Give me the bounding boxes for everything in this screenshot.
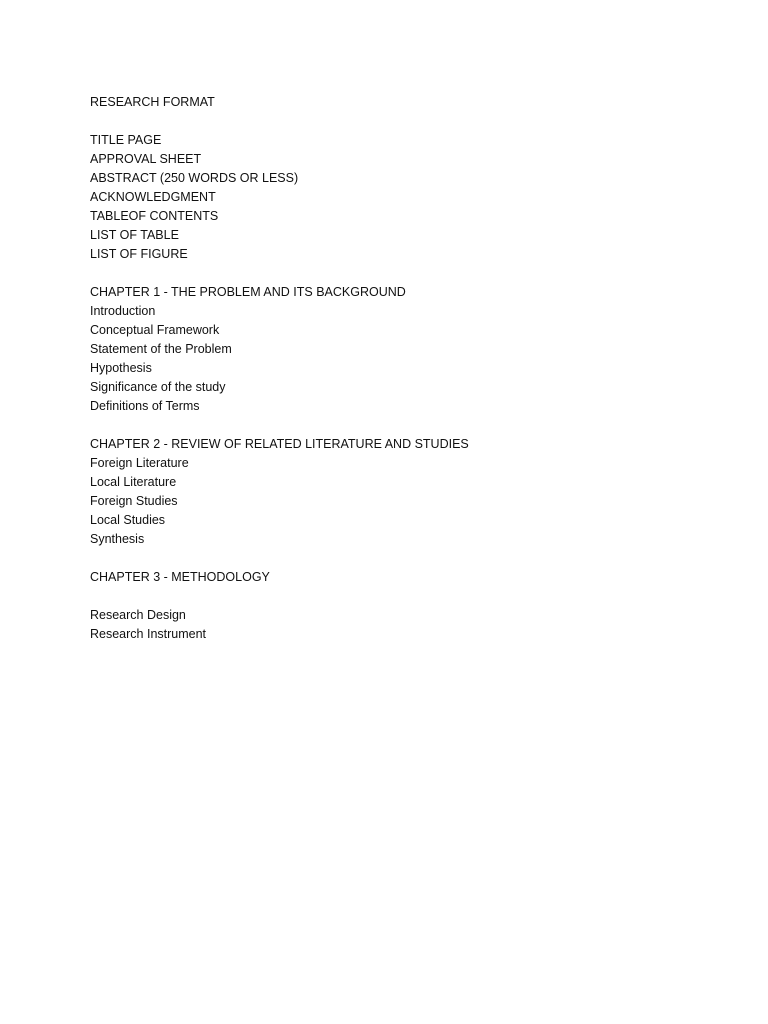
document-heading: RESEARCH FORMAT xyxy=(90,95,215,109)
chapter-title: CHAPTER 2 - REVIEW OF RELATED LITERATURE AND STUDIES xyxy=(90,437,469,451)
front-matter-list xyxy=(90,131,710,264)
chapter-1-section xyxy=(90,283,710,416)
list-item: Conceptual Framework xyxy=(90,323,220,337)
list-item: Statement of the Problem xyxy=(90,342,232,356)
list-item: Local Studies xyxy=(90,513,166,527)
list-item: APPROVAL SHEET xyxy=(90,152,202,166)
list-item: Introduction xyxy=(90,304,156,318)
list-item: TABLEOF CONTENTS xyxy=(90,209,219,223)
spacer xyxy=(90,416,710,435)
chapter-3-section xyxy=(90,568,710,644)
chapter-title: CHAPTER 3 - METHODOLOGY xyxy=(90,570,270,584)
spacer xyxy=(90,264,710,283)
document-page xyxy=(90,93,710,644)
list-item: Significance of the study xyxy=(90,380,226,394)
list-item: Research Instrument xyxy=(90,627,207,641)
spacer xyxy=(90,549,710,568)
list-item: ABSTRACT (250 WORDS OR LESS) xyxy=(90,171,299,185)
chapter-title: CHAPTER 1 - THE PROBLEM AND ITS BACKGROUND xyxy=(90,285,406,299)
list-item: Definitions of Terms xyxy=(90,399,200,413)
list-item: Hypothesis xyxy=(90,361,152,375)
list-item: ACKNOWLEDGMENT xyxy=(90,190,216,204)
list-item: Synthesis xyxy=(90,532,145,546)
list-item: LIST OF FIGURE xyxy=(90,247,188,261)
list-item: TITLE PAGE xyxy=(90,133,162,147)
list-item: Local Literature xyxy=(90,475,177,489)
spacer xyxy=(90,587,710,606)
list-item: Foreign Studies xyxy=(90,494,178,508)
chapter-2-section xyxy=(90,435,710,549)
spacer xyxy=(90,112,710,131)
list-item: LIST OF TABLE xyxy=(90,228,179,242)
list-item: Research Design xyxy=(90,608,186,622)
list-item: Foreign Literature xyxy=(90,456,189,470)
